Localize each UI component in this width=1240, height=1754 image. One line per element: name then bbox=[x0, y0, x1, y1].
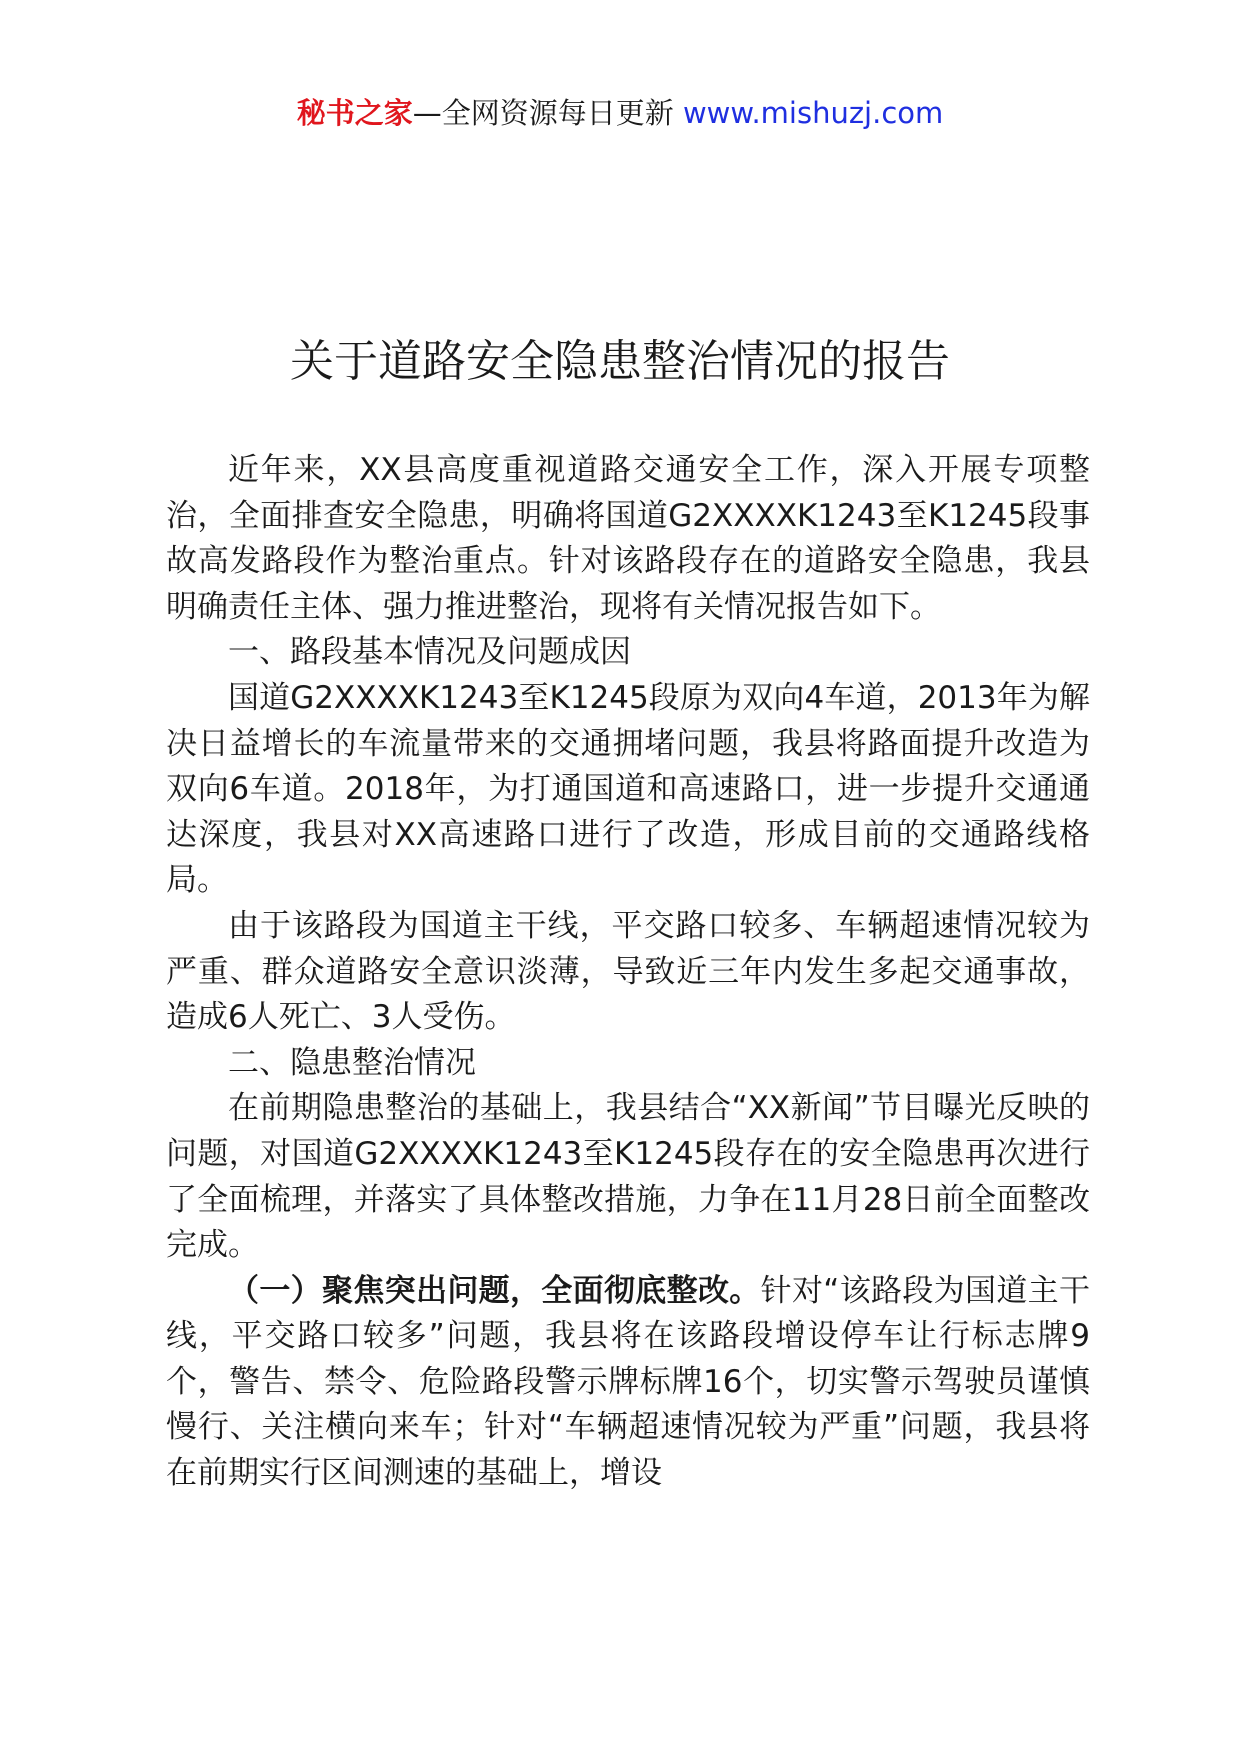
section-heading-1: 一、路段基本情况及问题成因 bbox=[228, 634, 631, 671]
subsection-1-paragraph bbox=[166, 1269, 1090, 1497]
subsection-1-text: 针对“该路段为国道主干线，平交路口较多”问题，我县将在该路段增设停车让行标志牌9个，警告、禁令、危险路段警示牌标牌16个，切实警示驾驶员谨慎慢行、关注横向来车；针对“车辆超速情况较为严重”问题，我县将在前期实行区间测速的基础上，增设 bbox=[166, 1272, 1091, 1492]
rectification-intro-paragraph: 在前期隐患整治的基础上，我县结合“XX新闻”节目曝光反映的问题，对国道G2XXXXK1243至K1245段存在的安全隐患再次进行了全面梳理，并落实了具体整改措施，力争在11月28日前全面整改完成。 bbox=[166, 1090, 1090, 1264]
section-heading-2: 二、隐患整治情况 bbox=[228, 1044, 476, 1081]
brand-name: 秘书之家 bbox=[296, 96, 413, 130]
road-background-paragraph: 国道G2XXXXK1243至K1245段原为双向4车道，2013年为解决日益增长的车流量带来的交通拥堵问题，我县将路面提升改造为双向6车道。2018年，为打通国道和高速路口，进一步提升交通通达深度，我县对XX高速路口进行了改造，形成目前的交通路线格局。 bbox=[166, 679, 1090, 899]
site-url-link[interactable]: www.mishuzj.com bbox=[682, 96, 944, 130]
site-header bbox=[0, 95, 1240, 131]
document-body bbox=[166, 448, 1090, 1497]
subsection-1-lead: （一）聚焦突出问题，全面彻底整改。 bbox=[228, 1272, 761, 1309]
document-title: 关于道路安全隐患整治情况的报告 bbox=[290, 336, 950, 387]
problem-cause-paragraph: 由于该路段为国道主干线，平交路口较多、车辆超速情况较为严重、群众道路安全意识淡薄，导致近三年内发生多起交通事故，造成6人死亡、3人受伤。 bbox=[166, 907, 1090, 1036]
intro-paragraph: 近年来，XX县高度重视道路交通安全工作，深入开展专项整治，全面排查安全隐患，明确将国道G2XXXXK1243至K1245段事故高发路段作为整治重点。针对该路段存在的道路安全隐患，我县明确责任主体、强力推进整治，现将有关情况报告如下。 bbox=[166, 452, 1090, 625]
header-slogan: —全网资源每日更新 bbox=[412, 96, 683, 130]
